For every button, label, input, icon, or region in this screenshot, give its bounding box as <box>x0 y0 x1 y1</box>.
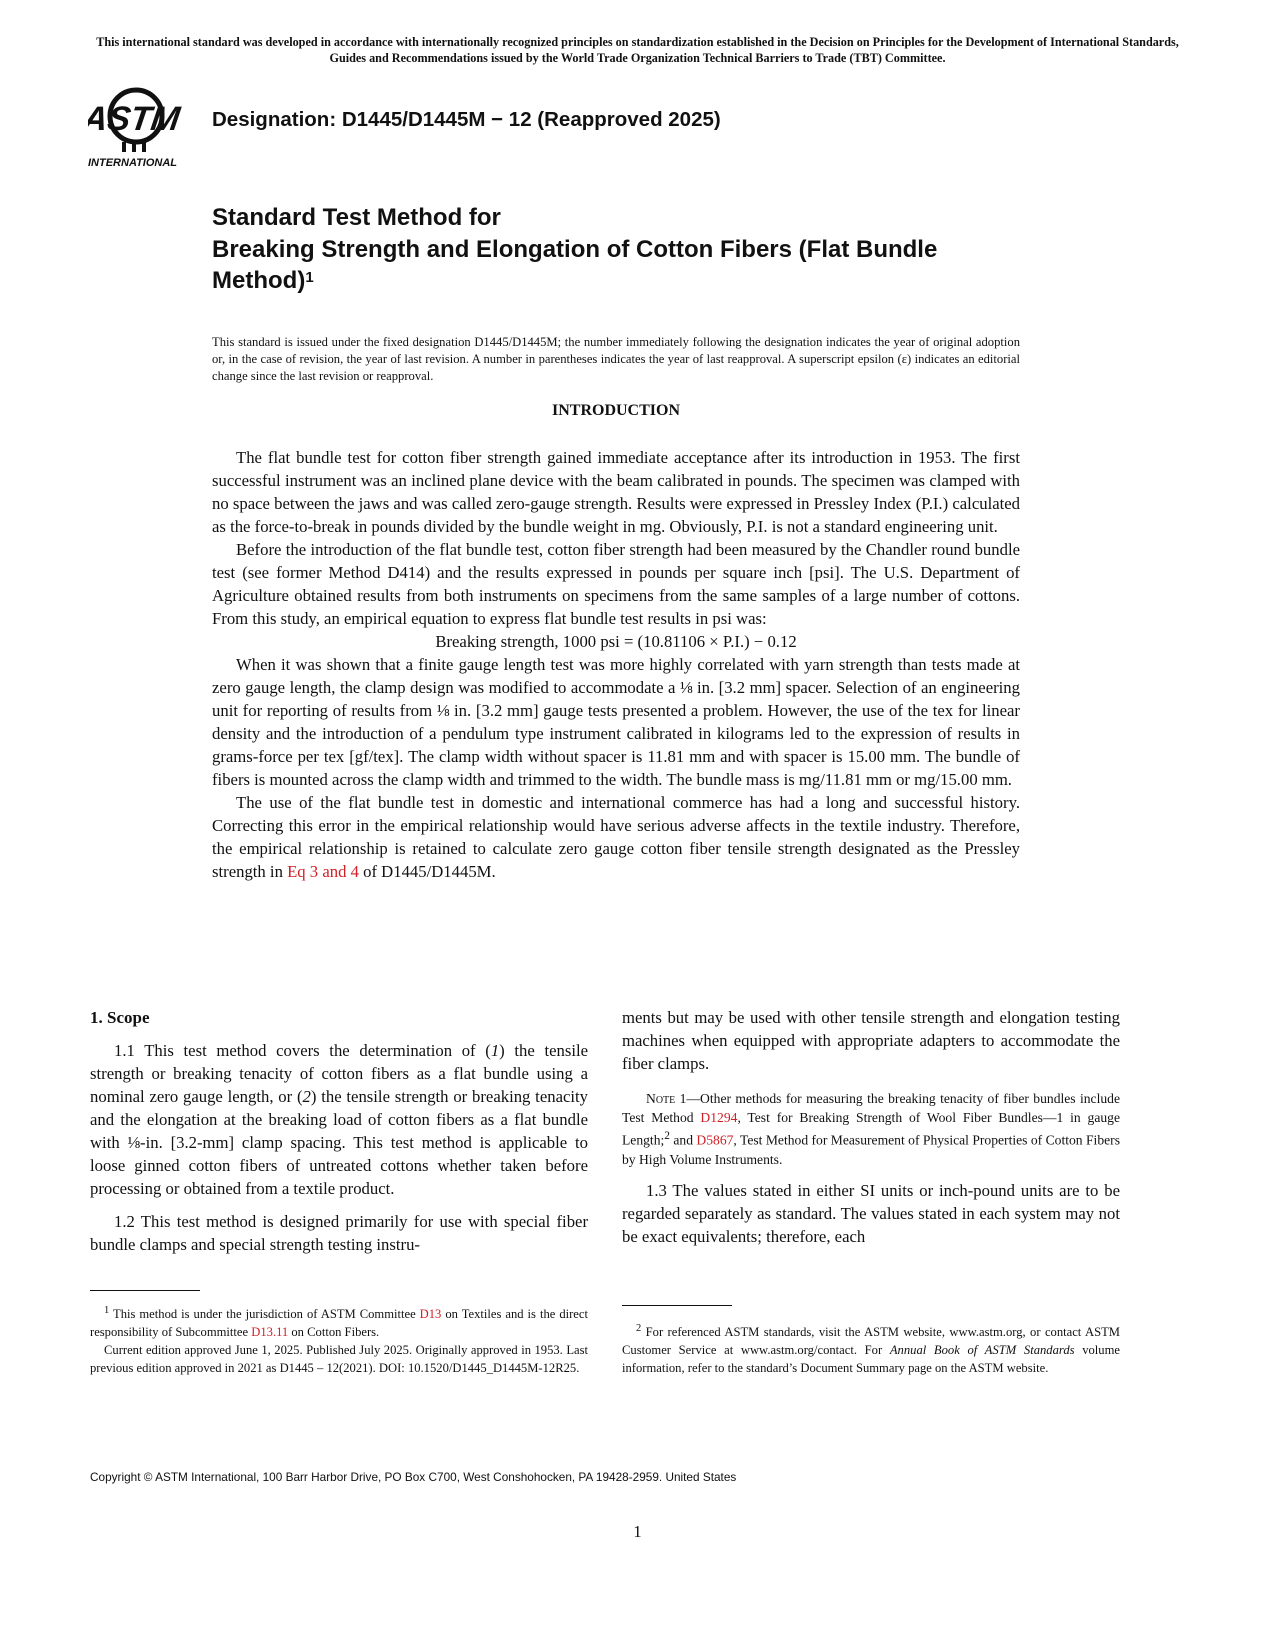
link-d13[interactable]: D13 <box>419 1307 442 1322</box>
copyright-line: Copyright © ASTM International, 100 Barr Harbor Drive, PO Box C700, West Conshohocken, PA 19428-2959. United States <box>90 1470 737 1484</box>
page-title <box>212 234 1012 296</box>
eq-link[interactable]: Eq 3 and 4 <box>287 862 359 881</box>
issue-notice: This standard is issued under the fixed designation D1445/D1445M; the number immediately following the designation indicates the year of original adoption or, in the case of revision, the year of last revision. A number in parentheses indicates the year of last reapproval. A superscript epsilon (ε) indicates an editorial change since the last revision or reapproval. <box>212 335 1020 383</box>
title-footnote-ref[interactable]: 1 <box>305 269 314 286</box>
column-left <box>90 1006 588 1256</box>
footnote-1: $^1$ This method is under the jurisdiction of ASTM Committee D13 on Textiles and is the direct responsibility of Subcommittee D13.11 on Cotton Fibers. Current edition approved June 1, 2025. Published July 2025. Originally approved in 1953. Last previous edition approved in 2021 as D1445 – 12(2021). DOI: 10.1520/D1445_D1445M-12R25. <box>90 1305 588 1376</box>
intro-equation: Breaking strength, 1000 psi = (10.81106 × P.I.) − 0.12 <box>435 632 797 651</box>
astm-logo <box>88 86 198 172</box>
footnote-divider-right <box>622 1305 732 1306</box>
note-1: Note 1—Other methods for measuring the breaking tenacity of fiber bundles include Test Method D1294, Test for Breaking Strength of Wool Fiber Bundles—1 in gauge Length;$^2$ and D5867, Test Method for Measurement of Physical Properties of Cotton Fibers by High Volume Instruments. <box>622 1091 1120 1167</box>
footnote-1-edition: Current edition approved June 1, 2025. Published July 2025. Originally approved in 1953. Last previous edition approved in 2021 as D1445 – 12(2021). DOI: 10.1520/D1445_D1445M-12R25. <box>90 1343 588 1376</box>
scope-1-2: 1.2 This test method is designed primarily for use with special fiber bundle clamps and special strength testing instru- <box>90 1212 588 1254</box>
astm-logo-mark <box>88 86 198 172</box>
link-d1294[interactable]: D1294 <box>700 1110 738 1125</box>
scope-1-2-continued: ments but may be used with other tensile strength and elongation testing machines when equipped with appropriate adapters to accommodate the fiber clamps. <box>622 1008 1120 1073</box>
wto-notice: This international standard was developed in accordance with internationally recognized principles on standardization established in the Decision on Principles for the Development of International Standards, Guides and Recommendations issued by the World Trade Organization Technical Barriers to Trade (TBT) Committee. <box>96 35 1179 65</box>
logo-wordmark: INTERNATIONAL <box>88 157 178 169</box>
intro-paragraph-1: The flat bundle test for cotton fiber strength gained immediate acceptance after its introduction in 1953. The first successful instrument was an inclined plane device with the beam calibrated in pounds. The specimen was clamped with no space between the jaws and was called zero-gauge strength. Results were expressed in Pressley Index (P.I.) calculated as the force-to-break in pounds divided by the bundle weight in mg. Obviously, P.I. is not a standard engineering unit. <box>212 448 1020 536</box>
intro-paragraph-4: The use of the flat bundle test in domestic and international commerce has had a long and successful history. Correcting this error in the empirical relationship would have serious adverse affects in the textile industry. Therefore, the empirical relationship is retained to calculate zero gauge cotton fiber tensile strength designated as the Pressley strength in Eq 3 and 4 of D1445/D1445M. <box>212 793 1020 881</box>
footnote-2: $^2$ For referenced ASTM standards, visit the ASTM website, www.astm.org, or contact ASTM Customer Service at www.astm.org/contact. For Annual Book of ASTM Standards volume information, refer to the standard’s Document Summary page on the ASTM website. <box>622 1323 1120 1376</box>
footnote-divider-left <box>90 1290 200 1291</box>
title-prefix: Standard Test Method for <box>212 204 501 231</box>
column-right <box>622 1006 1120 1248</box>
link-d5867[interactable]: D5867 <box>696 1132 734 1148</box>
page-number: 1 <box>633 1522 642 1541</box>
link-d13-11[interactable]: D13.11 <box>251 1325 289 1340</box>
footnote-ref-2[interactable]: 2 <box>664 1130 670 1142</box>
designation: Designation: D1445/D1445M − 12 (Reapproved 2025) <box>212 108 721 131</box>
intro-paragraph-3: When it was shown that a finite gauge length test was more highly correlated with yarn strength than tests made at zero gauge length, the clamp design was modified to accommodate a ⅛ in. [3.2 mm] spacer. Selection of an engineering unit for reporting of results from ⅛ in. [3.2 mm] gauge tests presented a problem. However, the use of the tex for linear density and the introduction of a pendulum type instrument calibrated in kilograms led to the expression of results in grams-force per tex [gf/tex]. The clamp width without spacer is 11.81 mm and with spacer is 15.00 mm. The bundle of fibers is mounted across the clamp width and trimmed to the width. The bundle mass is mg/11.81 mm or mg/15.00 mm. <box>212 655 1020 789</box>
introduction-heading: INTRODUCTION <box>551 402 680 419</box>
scope-1-3: 1.3 The values stated in either SI units or inch-pound units are to be regarded separately as standard. The values stated in each system may not be exact equivalents; therefore, each <box>622 1180 1120 1246</box>
introduction-body <box>212 446 1020 883</box>
intro-paragraph-2: Before the introduction of the flat bundle test, cotton fiber strength had been measured by the Chandler round bundle test (see former Method D414) and the results expressed in pounds per square inch [psi]. The U.S. Department of Agriculture obtained results from both instruments on specimens from the same samples of a large number of cottons. From this study, an empirical equation to express flat bundle test results in psi was: <box>212 540 1020 628</box>
scope-1-1: 1.1 This test method covers the determination of (1) the tensile strength or breaking tenacity of cotton fibers as a flat bundle using a nominal zero gauge length, or (2) the tensile strength or breaking tenacity and the elongation at the breaking load of cotton fibers as a flat bundle with ⅛-in. [3.2-mm] clamp spacing. This test method is applicable to loose ginned cotton fibers of untreated cottons whether taken before processing or obtained from a textile product. <box>90 1041 588 1198</box>
title-text: Breaking Strength and Elongation of Cotton Fibers (Flat Bundle Method) <box>212 236 938 294</box>
section-heading-scope: 1. Scope <box>90 1008 150 1027</box>
svg-text:ASTM: ASTM <box>88 100 183 138</box>
